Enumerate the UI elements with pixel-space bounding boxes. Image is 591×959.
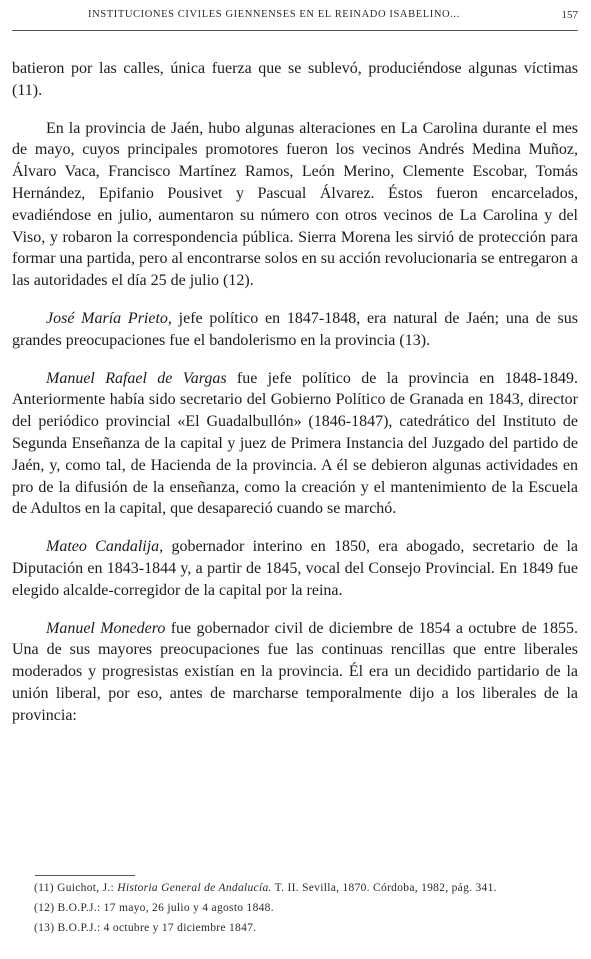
paragraph-text: fue jefe político de la provincia en 1848-1849. Anteriormente había sido secretario del Gobierno Político de Granada en 1843, director del periódico provincial «El Guadalbullón» (1846-1847), catedrático del Instituto de Segunda Enseñanza de la capital y juez de Primera Instancia del Juzgado del partido de Jaén, y, como tal, de Hacienda de la provincia. A él se debieron algunas actividades en pro de la difusión de la enseñanza, como la creación y el mantenimiento de la Escuela de Adultos en la capital, que desapareció cuando se marchó. — [12, 369, 578, 518]
person-name: José María Prieto, — [46, 309, 172, 327]
paragraph-text: gobernador interino en 1850, era abogado, secretario de la Diputación en 1843-1844 y, a partir de 1845, vocal del Consejo Provincial. En 1849 fue elegido alcalde-corregidor de la capital por la reina. — [12, 538, 578, 599]
footnote-11 — [12, 880, 578, 897]
footnote-author: (11) Guichot, J.: — [34, 882, 118, 894]
paragraph-6 — [12, 618, 578, 727]
person-name: Mateo Candalija, — [46, 538, 164, 556]
footnote-details: T. II. Sevilla, 1870. Córdoba, 1982, pág. 341. — [271, 882, 497, 894]
person-name: Manuel Monedero — [46, 619, 166, 637]
paragraph-2: En la provincia de Jaén, hubo algunas alteraciones en La Carolina durante el mes de mayo, cuyos principales promotores fueron los vecinos Andrés Medina Muñoz, Álvaro Vaca, Francisco Martínez Ramos, León Merino, Clemente Escobar, Tomás Hernández, Epifanio Pousivet y Pascual Álvarez. Éstos fueron encarcelados, evadiéndose en julio, aumentaron su número con otros vecinos de La Carolina y del Viso, y robaron la correspondencia pública. Sierra Morena les sirvió de protección para formar una partida, pero al encontrarse solos en su acción revolucionaria se entregaron a las autoridades el día 25 de julio (12). — [12, 119, 578, 290]
person-name: Manuel Rafael de Vargas — [46, 369, 227, 387]
footnote-13: (13) B.O.P.J.: 4 octubre y 17 diciembre 1847. — [34, 922, 257, 934]
body-text — [12, 58, 578, 743]
header-rule — [12, 30, 578, 31]
paragraph-3 — [12, 308, 578, 352]
footnotes — [12, 880, 578, 940]
running-head: INSTITUCIONES CIVILES GIENNENSES EN EL REINADO ISABELINO... — [88, 9, 460, 20]
footnote-title: Historia General de Andalucía. — [117, 882, 272, 894]
footnote-12: (12) B.O.P.J.: 17 mayo, 26 julio y 4 agosto 1848. — [34, 902, 274, 914]
page-header — [12, 9, 578, 27]
footnote-rule — [35, 875, 135, 876]
paragraph-5 — [12, 536, 578, 601]
paragraph-text: jefe político en 1847-1848, era natural de Jaén; una de sus grandes preocupaciones fue el bandolerismo en la provincia (13). — [12, 309, 579, 349]
paragraph-text: fue gobernador civil de diciembre de 1854 a octubre de 1855. Una de sus mayores preocupaciones fue las continuas rencillas que entre liberales moderados y progresistas existían en la provincia. Él era un decidido partidario de la unión liberal, por eso, antes de marcharse temporalmente dijo a los liberales de la provincia: — [12, 619, 579, 724]
page-number: 157 — [561, 9, 578, 21]
paragraph-1: batieron por las calles, única fuerza que se sublevó, produciéndose algunas víctimas (11). — [12, 60, 578, 99]
paragraph-4 — [12, 368, 578, 521]
